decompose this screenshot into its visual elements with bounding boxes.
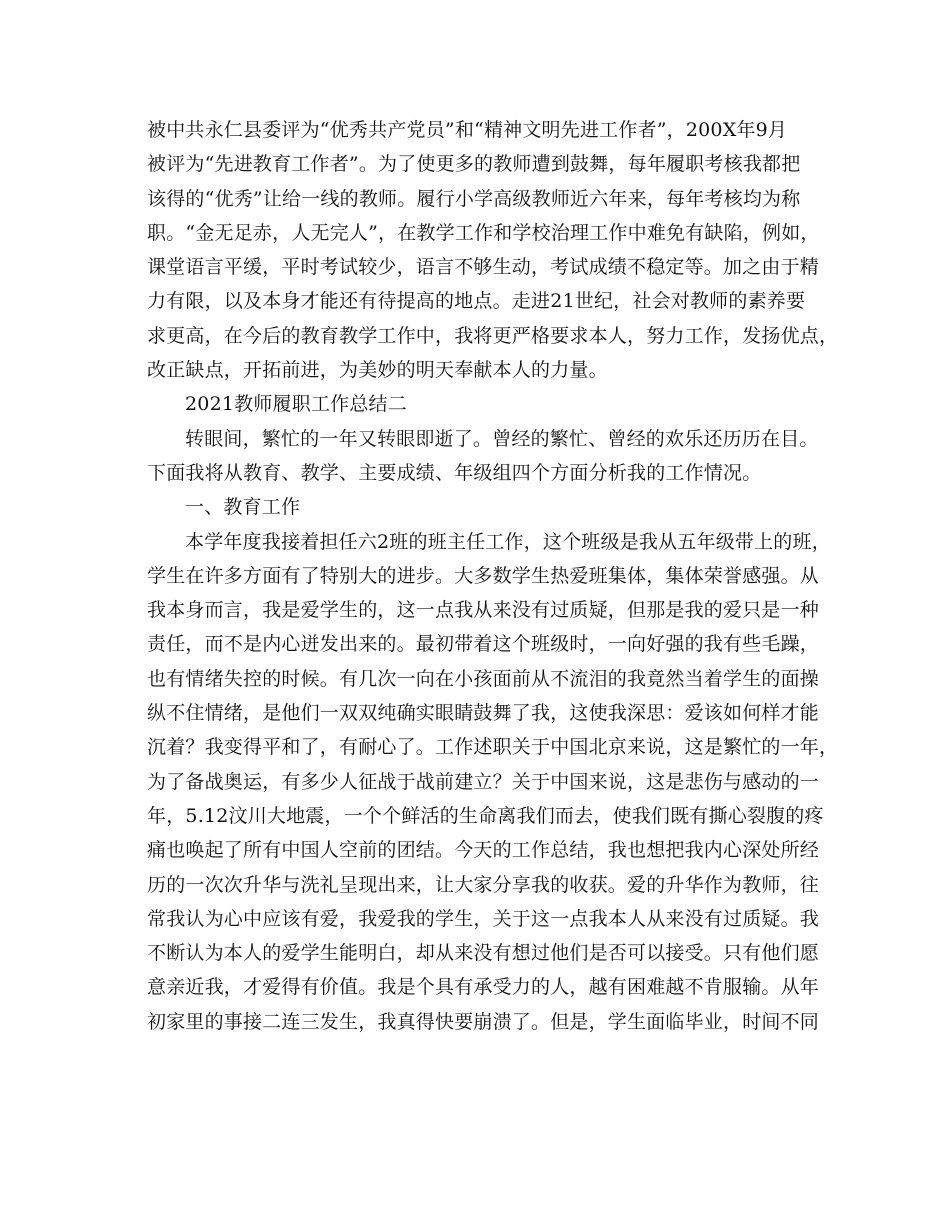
text-line: 本学年度我接着担任六2班的班主任工作，这个班级是我从五年级带上的班， <box>185 530 831 553</box>
text-line: 转眼间，繁忙的一年又转眼即逝了。曾经的繁忙、曾经的欢乐还历历在目。 <box>185 427 819 450</box>
text-line: 纵不住情绪，是他们一双双纯确实眼睛鼓舞了我，这使我深思：爱该如何样才能 <box>147 702 820 725</box>
text-line: 为了备战奥运，有多少人征战于战前建立？关于中国来说，这是悲伤与感动的一 <box>147 770 820 793</box>
text-line: 2021教师履职工作总结二 <box>185 393 407 416</box>
text-line: 年，5.12汶川大地震，一个个鲜活的生命离我们而去，使我们既有撕心裂腹的疼 <box>147 804 824 827</box>
text-line: 改正缺点，开拓前进，为美妙的明天奉献本人的力量。 <box>147 359 608 382</box>
text-line: 职。“金无足赤，人无完人”，在教学工作和学校治理工作中难免有缺陷，例如， <box>147 221 820 244</box>
text-line: 力有限，以及本身才能还有待提高的地点。走进21世纪，社会对教师的素养要 <box>147 290 806 313</box>
text-line: 我本身而言，我是爱学生的，这一点我从来没有过质疑，但那是我的爱只是一种 <box>147 599 820 622</box>
text-line: 常我认为心中应该有爱，我爱我的学生，关于这一点我本人从来没有过质疑。我 <box>147 907 820 930</box>
text-line: 沉着？我变得平和了，有耐心了。工作述职关于中国北京来说，这是繁忙的一年， <box>147 736 839 759</box>
text-line: 责任，而不是内心迸发出来的。最初带着这个班级时，一向好强的我有些毛躁， <box>147 633 820 656</box>
text-line: 求更高，在今后的教育教学工作中，我将更严格要求本人，努力工作，发扬优点， <box>147 324 839 347</box>
text-line: 学生在许多方面有了特别大的进步。大多数学生热爱班集体，集体荣誉感强。从 <box>147 564 820 587</box>
text-line: 课堂语言平缓，平时考试较少，语言不够生动，考试成绩不稳定等。加之由于精 <box>147 256 820 279</box>
text-line: 被中共永仁县委评为“优秀共产党员”和“精神文明先进工作者”，200X年9月 <box>147 119 788 141</box>
document-body-text <box>147 113 839 1039</box>
text-line: 痛也唤起了所有中国人空前的团结。今天的工作总结，我也想把我内心深处所经 <box>147 839 820 862</box>
text-line: 一、教育工作 <box>185 496 301 519</box>
text-line: 下面我将从教育、教学、主要成绩、年级组四个方面分析我的工作情况。 <box>147 461 762 484</box>
text-line: 被评为“先进教育工作者”。为了使更多的教师遭到鼓舞，每年履职考核我都把 <box>147 153 801 176</box>
text-line: 意亲近我，才爱得有价值。我是个具有承受力的人，越有困难越不肯服输。从年 <box>147 976 820 999</box>
text-line: 不断认为本人的爱学生能明白，却从来没有想过他们是否可以接受。只有他们愿 <box>147 942 820 965</box>
text-line: 该得的“优秀”让给一线的教师。履行小学高级教师近六年来，每年考核均为称 <box>147 187 801 210</box>
text-line: 历的一次次升华与洗礼呈现出来，让大家分享我的收获。爱的升华作为教师，往 <box>147 873 820 896</box>
text-line: 也有情绪失控的时候。有几次一向在小孩面前从不流泪的我竟然当着学生的面操 <box>147 667 820 690</box>
text-line: 初家里的事接二连三发生，我真得快要崩溃了。但是，学生面临毕业，时间不同 <box>147 1010 820 1033</box>
